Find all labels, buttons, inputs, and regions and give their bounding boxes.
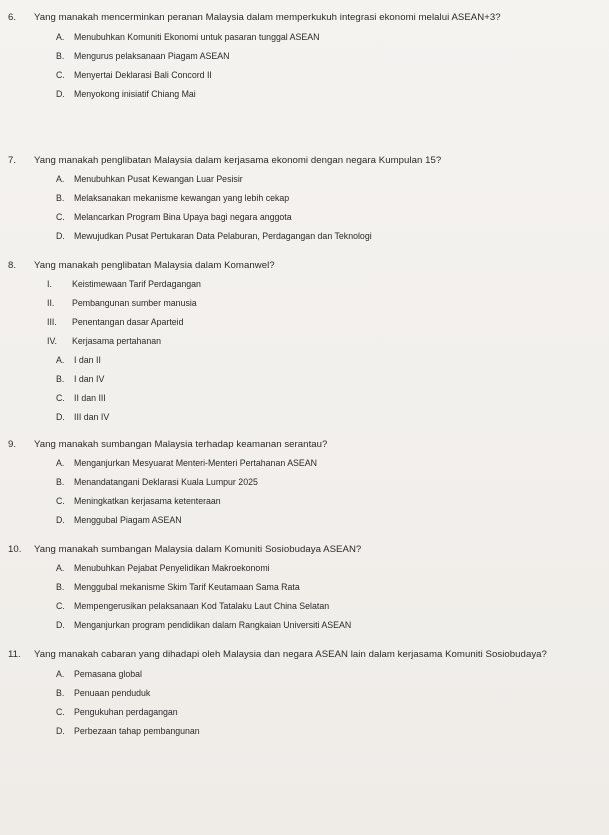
statement-text: Penentangan dasar Aparteid <box>72 317 184 327</box>
statement-i <box>0 275 609 294</box>
question-stem <box>0 256 609 275</box>
option-text: Menubuhkan Pusat Kewangan Luar Pesisir <box>74 174 243 184</box>
option-b[interactable] <box>0 473 609 492</box>
option-label: A. <box>56 355 65 365</box>
option-text: Menganjurkan program pendidikan dalam Rangkaian Universiti ASEAN <box>74 620 352 630</box>
option-label: A. <box>56 563 65 573</box>
option-label: C. <box>56 601 65 611</box>
option-text: Menyertai Deklarasi Bali Concord II <box>74 70 212 80</box>
question-8 <box>0 256 609 427</box>
option-d[interactable] <box>0 85 609 104</box>
option-text: Melancarkan Program Bina Upaya bagi negara anggota <box>74 212 292 222</box>
option-label: B. <box>56 688 65 698</box>
option-c[interactable] <box>0 208 609 227</box>
statement-label: IV. <box>47 336 57 346</box>
option-label: A. <box>56 458 65 468</box>
option-text: Penuaan penduduk <box>74 688 151 698</box>
option-label: B. <box>56 51 65 61</box>
statement-iii <box>0 313 609 332</box>
statement-label: III. <box>47 317 57 327</box>
question-11 <box>0 645 609 741</box>
option-label: A. <box>56 174 65 184</box>
statement-text: Pembangunan sumber manusia <box>72 298 197 308</box>
option-text: III dan IV <box>74 412 110 422</box>
option-text: I dan II <box>74 355 101 365</box>
question-stem <box>0 151 609 170</box>
option-text: Menandatangani Deklarasi Kuala Lumpur 2025 <box>74 477 258 487</box>
option-text: Menyokong inisiatif Chiang Mai <box>74 89 196 99</box>
option-label: A. <box>56 669 65 679</box>
option-label: D. <box>56 726 65 736</box>
question-10 <box>0 540 609 635</box>
statement-iv <box>0 332 609 351</box>
option-text: Mempengerusikan pelaksanaan Kod Tatalaku Laut China Selatan <box>74 601 330 611</box>
option-text: Mewujudkan Pusat Pertukaran Data Pelaburan, Perdagangan dan Teknologi <box>74 231 372 241</box>
question-text: Yang manakah penglibatan Malaysia dalam Komanwel? <box>34 260 275 271</box>
option-label: D. <box>56 231 65 241</box>
question-text: Yang manakah penglibatan Malaysia dalam kerjasama ekonomi dengan negara Kumpulan 15? <box>34 155 442 166</box>
option-label: D. <box>56 620 65 630</box>
option-text: Mengurus pelaksanaan Piagam ASEAN <box>74 51 230 61</box>
option-label: B. <box>56 477 65 487</box>
option-label: C. <box>56 70 65 80</box>
option-d[interactable] <box>0 408 609 427</box>
question-stem <box>0 540 609 559</box>
option-label: B. <box>56 582 65 592</box>
option-text: Menubuhkan Komuniti Ekonomi untuk pasaran tunggal ASEAN <box>74 32 320 42</box>
option-c[interactable] <box>0 389 609 408</box>
option-text: Menganjurkan Mesyuarat Menteri-Menteri Pertahanan ASEAN <box>74 458 318 468</box>
option-text: Perbezaan tahap pembangunan <box>74 726 200 736</box>
option-label: D. <box>56 515 65 525</box>
question-number: 8. <box>8 260 17 271</box>
option-c[interactable] <box>0 66 609 85</box>
option-a[interactable] <box>0 665 609 684</box>
option-b[interactable] <box>0 370 609 389</box>
question-number: 6. <box>8 12 17 23</box>
question-number: 7. <box>8 155 17 166</box>
option-label: C. <box>56 707 65 717</box>
option-d[interactable] <box>0 722 609 741</box>
statement-ii <box>0 294 609 313</box>
option-text: I dan IV <box>74 374 105 384</box>
option-label: B. <box>56 374 65 384</box>
question-6 <box>0 8 609 104</box>
option-a[interactable] <box>0 28 609 47</box>
option-label: D. <box>56 412 65 422</box>
question-text: Yang manakah cabaran yang dihadapi oleh Malaysia dan negara ASEAN lain dalam kerjasama Komuniti Sosiobudaya? <box>34 649 547 660</box>
option-d[interactable] <box>0 511 609 530</box>
statement-label: I. <box>47 279 52 289</box>
option-text: Meningkatkan kerjasama ketenteraan <box>74 496 221 506</box>
option-a[interactable] <box>0 170 609 189</box>
question-text: Yang manakah sumbangan Malaysia terhadap keamanan serantau? <box>34 439 328 450</box>
option-b[interactable] <box>0 578 609 597</box>
question-number: 9. <box>8 439 17 450</box>
option-b[interactable] <box>0 684 609 703</box>
option-c[interactable] <box>0 492 609 511</box>
option-b[interactable] <box>0 189 609 208</box>
option-a[interactable] <box>0 559 609 578</box>
option-label: D. <box>56 89 65 99</box>
question-text: Yang manakah sumbangan Malaysia dalam Komuniti Sosiobudaya ASEAN? <box>34 544 362 555</box>
option-label: B. <box>56 193 65 203</box>
option-text: Menggubal mekanisme Skim Tarif Keutamaan Sama Rata <box>74 582 300 592</box>
statement-text: Kerjasama pertahanan <box>72 336 162 346</box>
option-a[interactable] <box>0 351 609 370</box>
question-text: Yang manakah mencerminkan peranan Malaysia dalam memperkukuh integrasi ekonomi melalui ASEAN+3? <box>34 12 501 23</box>
option-text: Melaksanakan mekanisme kewangan yang lebih cekap <box>74 193 290 203</box>
question-stem <box>0 8 609 27</box>
option-text: II dan III <box>74 393 106 403</box>
option-text: Menubuhkan Pejabat Penyelidikan Makroekonomi <box>74 563 270 573</box>
question-7 <box>0 151 609 246</box>
option-text: Pemasana global <box>74 669 142 679</box>
option-c[interactable] <box>0 703 609 722</box>
question-stem <box>0 435 609 454</box>
option-label: C. <box>56 496 65 506</box>
question-number: 11. <box>8 649 21 660</box>
question-9 <box>0 435 609 530</box>
option-c[interactable] <box>0 597 609 616</box>
question-number: 10. <box>8 544 22 555</box>
option-text: Pengukuhan perdagangan <box>74 707 178 717</box>
statement-text: Keistimewaan Tarif Perdagangan <box>72 279 201 289</box>
option-b[interactable] <box>0 47 609 66</box>
option-d[interactable] <box>0 227 609 246</box>
option-label: A. <box>56 32 65 42</box>
option-a[interactable] <box>0 454 609 473</box>
option-label: C. <box>56 212 65 222</box>
option-d[interactable] <box>0 616 609 635</box>
option-text: Menggubal Piagam ASEAN <box>74 515 182 525</box>
question-stem <box>0 645 609 664</box>
statement-label: II. <box>47 298 55 308</box>
option-label: C. <box>56 393 65 403</box>
